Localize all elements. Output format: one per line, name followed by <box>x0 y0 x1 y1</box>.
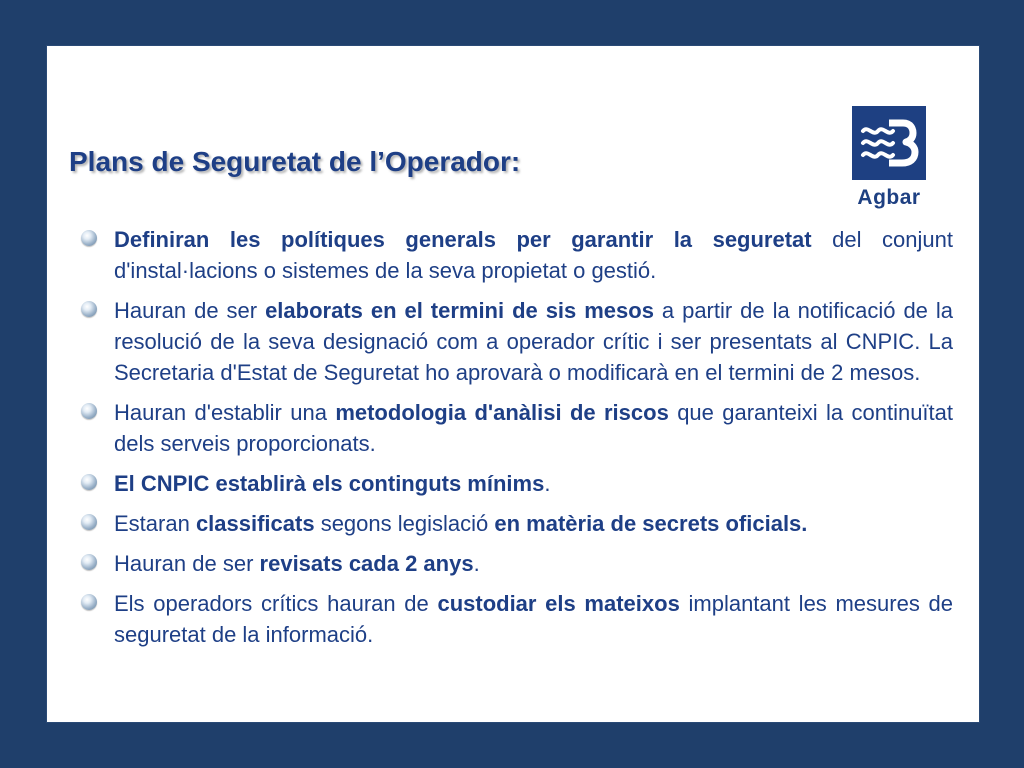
bullet-item <box>77 397 953 459</box>
bullet-text-bold: en matèria de secrets oficials. <box>494 511 808 536</box>
bullet-text: Hauran d'establir una <box>114 400 336 425</box>
logo-text: Agbar <box>857 186 921 209</box>
bullet-text: . <box>544 471 551 496</box>
bullet-text: Estaran <box>114 511 196 536</box>
bullet-text: Hauran de ser <box>114 551 260 576</box>
bullet-sphere-icon <box>81 554 97 570</box>
agbar-wave-icon <box>859 117 919 169</box>
bullet-sphere-icon <box>81 301 97 317</box>
bullet-text: segons legislació <box>314 511 495 536</box>
bullet-text: del conjunt d'instal·lacions o sistemes de la seva propietat o gestió. <box>114 227 954 283</box>
bullet-text-bold: Definiran les polítiques generals per garantir la seguretat <box>114 227 812 252</box>
bullet-text-bold: metodologia d'anàlisi de riscos <box>335 400 669 425</box>
bullet-text-bold: elaborats en el termini de sis mesos <box>265 298 654 323</box>
logo-mark <box>852 106 926 180</box>
bullet-text: a partir de la notificació de la resolució de la seva designació com a operador crític i ser presentats al CNPIC. La Secretaria d'Estat de Seguretat ho aprovarà o modificarà en el termini de 2 mesos. <box>114 298 953 385</box>
bullet-text: implantant les mesures de seguretat de la informació. <box>114 591 953 647</box>
bullet-text-bold: El CNPIC establirà els continguts mínims <box>114 471 545 496</box>
bullet-item <box>77 295 953 388</box>
bullet-item <box>77 468 953 499</box>
bullet-item <box>77 224 953 286</box>
bullet-sphere-icon <box>81 403 97 419</box>
bullet-text: que garanteixi la continuïtat dels serveis proporcionats. <box>114 400 954 456</box>
slide-title: Plans de Seguretat de l’Operador: <box>69 146 521 177</box>
bullet-sphere-icon <box>81 474 97 490</box>
slide <box>47 46 979 722</box>
bullet-sphere-icon <box>81 594 97 610</box>
bullet-item <box>77 508 953 539</box>
bullet-text: . <box>473 551 480 576</box>
bullet-text-bold: revisats cada 2 anys <box>259 551 474 576</box>
bullet-text: Hauran de ser <box>114 298 266 323</box>
bullet-list <box>77 224 953 659</box>
bullet-item <box>77 548 953 579</box>
bullet-text-bold: custodiar els mateixos <box>437 591 680 616</box>
bullet-text-bold: classificats <box>195 511 315 536</box>
bullet-sphere-icon <box>81 514 97 530</box>
bullet-item <box>77 588 953 650</box>
bullet-sphere-icon <box>81 230 97 246</box>
bullet-text: Els operadors crítics hauran de <box>114 591 438 616</box>
